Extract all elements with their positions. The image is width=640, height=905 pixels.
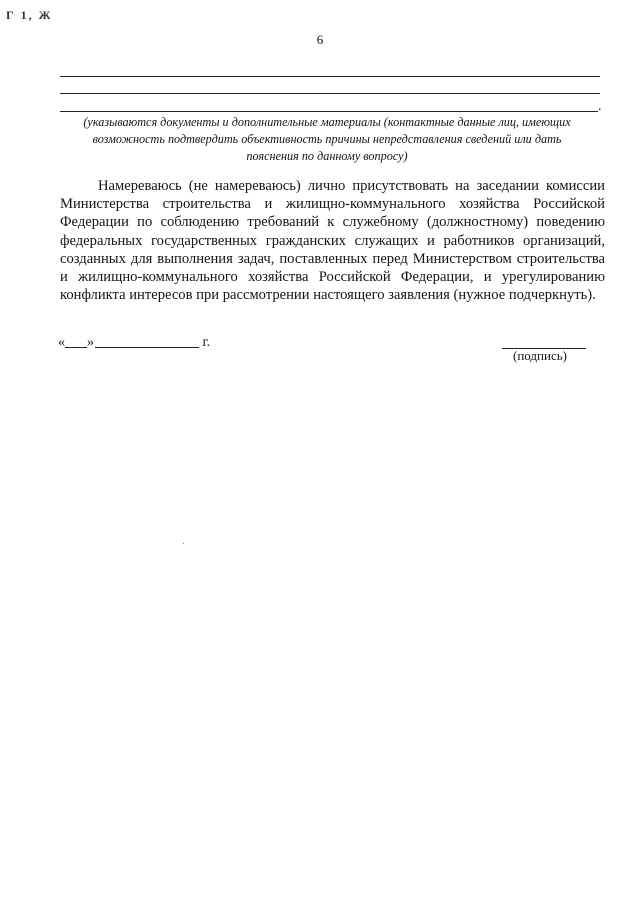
fill-in-line-2 [60,93,600,94]
scan-speck [183,543,184,544]
corner-marks: Г 1, Ж [6,8,53,22]
day-blank [65,333,87,348]
attendance-statement: Намереваюсь (не намереваюсь) лично присутствовать на заседании комиссии Министерства строительства и жилищно-коммунального хозяйства Российской Федерации по соблюдению требований к служебному (должностному) поведению федеральных государственных гражданских служащих и работников организаций, созданных для выполнения задач, поставленных перед Министерством строительства и жилищно-коммунального хозяйства Российской Федерации, и урегулированию конфликта интересов при рассмотрении настоящего заявления (нужное подчеркнуть). [60,178,605,304]
fill-in-line-end-dot: . [598,99,602,114]
date-field [58,333,210,351]
fill-in-line-3 [60,111,598,112]
instruction-note-line-2: возможность подтвердить объективность причины непредставления сведений или дать [92,132,562,146]
instruction-note [54,114,600,165]
page-number: 6 [316,32,324,47]
date-quote-close: » [87,335,94,350]
date-quote-open: « [58,335,65,350]
instruction-note-line-3: пояснения по данному вопросу) [246,149,408,163]
month-year-blank [95,333,199,348]
fill-in-line-1 [60,76,600,77]
instruction-note-line-1: (указываются документы и дополнительные материалы (контактные данные лиц, имеющих [83,115,571,129]
signature-caption: (подпись) [513,348,567,363]
year-suffix: г. [202,335,211,350]
